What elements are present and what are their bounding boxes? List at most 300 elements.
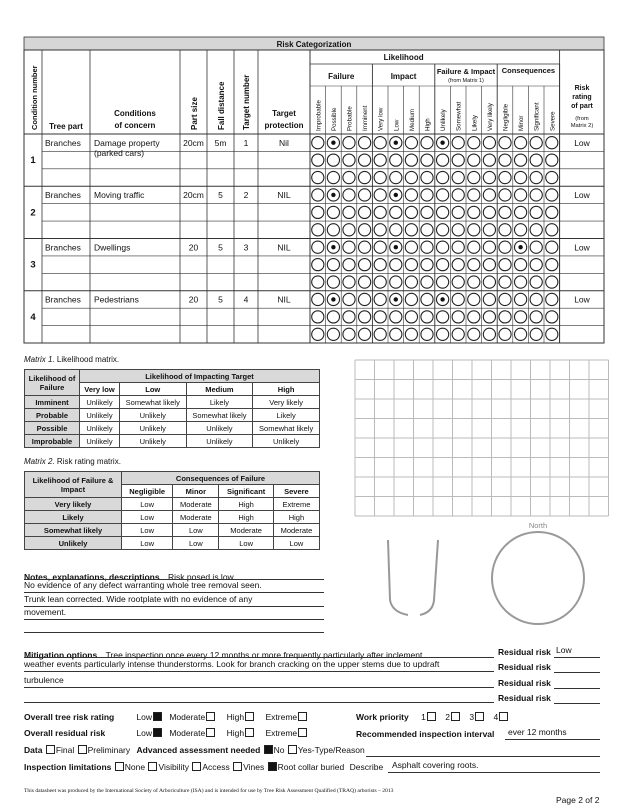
rating-option-circle[interactable] bbox=[343, 137, 355, 149]
rating-option-circle[interactable] bbox=[546, 189, 558, 201]
final-label: Final bbox=[55, 745, 75, 755]
rating-option-circle[interactable] bbox=[359, 137, 371, 149]
rating-option-circle[interactable] bbox=[327, 328, 339, 340]
rating-option-circle[interactable] bbox=[312, 171, 324, 183]
selected-dot bbox=[394, 193, 398, 197]
rating-option-circle[interactable] bbox=[390, 224, 402, 236]
checkbox-tree-low[interactable] bbox=[153, 712, 162, 721]
rating-option-circle[interactable] bbox=[452, 189, 464, 201]
table-title: Risk Categorization bbox=[276, 40, 352, 49]
selected-dot bbox=[394, 297, 398, 301]
rating-option-circle[interactable] bbox=[499, 259, 511, 271]
matrix1-cell: Unlikely bbox=[80, 435, 120, 448]
matrix2-col: Severe bbox=[273, 485, 319, 498]
rating-option-circle[interactable] bbox=[405, 224, 417, 236]
rating-option-circle[interactable] bbox=[499, 293, 511, 305]
checkbox-yes[interactable] bbox=[288, 745, 297, 754]
rating-option-circle[interactable] bbox=[312, 276, 324, 288]
tree-part-header: Tree part bbox=[49, 122, 83, 131]
rating-option-circle[interactable] bbox=[437, 276, 449, 288]
rating-option-circle[interactable] bbox=[468, 171, 480, 183]
rating-option-circle[interactable] bbox=[468, 293, 480, 305]
rating-option-circle[interactable] bbox=[421, 328, 433, 340]
checkbox-root-collar-buried[interactable] bbox=[268, 762, 277, 771]
rating-option-circle[interactable] bbox=[530, 241, 542, 253]
checkbox-tree-high[interactable] bbox=[245, 712, 254, 721]
checkbox-priority-3[interactable] bbox=[475, 712, 484, 721]
rating-option-circle[interactable] bbox=[546, 224, 558, 236]
rating-option-circle[interactable] bbox=[390, 276, 402, 288]
work-priority-row bbox=[356, 712, 509, 722]
rating-option-circle[interactable] bbox=[437, 241, 449, 253]
rating-option-circle[interactable] bbox=[359, 154, 371, 166]
checkbox-none[interactable] bbox=[115, 762, 124, 771]
selected-dot bbox=[394, 245, 398, 249]
priority-label: 2 bbox=[445, 712, 450, 722]
site-sketch-area bbox=[350, 350, 610, 630]
likelihood-matrix bbox=[24, 369, 320, 448]
rating-option-circle[interactable] bbox=[452, 311, 464, 323]
rating-option-circle[interactable] bbox=[515, 293, 527, 305]
subcolumn-label: Probable bbox=[346, 106, 354, 131]
rating-option-circle[interactable] bbox=[468, 328, 480, 340]
rating-option-circle[interactable] bbox=[452, 259, 464, 271]
rating-option-circle[interactable] bbox=[452, 224, 464, 236]
rating-option-circle[interactable] bbox=[546, 137, 558, 149]
rating-option-circle[interactable] bbox=[405, 276, 417, 288]
selected-dot bbox=[331, 141, 335, 145]
rating-option-circle[interactable] bbox=[327, 154, 339, 166]
subcolumn-label: Possible bbox=[330, 107, 338, 131]
rating-option-circle[interactable] bbox=[468, 189, 480, 201]
footer-note: This datasheet was produced by the International Society of Arboriculture (ISA) and is intended for use by Tree Risk Assessment Qualified (TRAQ) arborists – 2013 bbox=[24, 788, 394, 794]
rating-option-circle[interactable] bbox=[374, 311, 386, 323]
matrix2-cell: High bbox=[219, 511, 273, 524]
rating-option-circle[interactable] bbox=[483, 137, 495, 149]
matrix2-col: Negligible bbox=[122, 485, 173, 498]
rating-option-circle[interactable] bbox=[405, 328, 417, 340]
mitigation-line[interactable]: turbulence bbox=[24, 675, 64, 685]
rating-option-circle[interactable] bbox=[515, 137, 527, 149]
priority-label: 3 bbox=[469, 712, 475, 722]
matrix2-cell: Moderate bbox=[173, 511, 219, 524]
rating-option-circle[interactable] bbox=[405, 311, 417, 323]
subcolumn-label: Improbable bbox=[315, 100, 323, 131]
rating-option-circle[interactable] bbox=[390, 171, 402, 183]
checkbox-priority-4[interactable] bbox=[499, 712, 508, 721]
rating-option-circle[interactable] bbox=[343, 171, 355, 183]
notes-line[interactable]: movement. bbox=[24, 607, 67, 617]
limit-label: None bbox=[124, 762, 146, 772]
checkbox-priority-2[interactable] bbox=[451, 712, 460, 721]
checkbox-final[interactable] bbox=[46, 745, 55, 754]
matrix1-cell: Somewhat likely bbox=[119, 396, 186, 409]
rating-option-circle[interactable] bbox=[483, 276, 495, 288]
checkbox-residual-low[interactable] bbox=[153, 728, 162, 737]
rating-option-circle[interactable] bbox=[452, 328, 464, 340]
checkbox-residual-extreme[interactable] bbox=[298, 728, 307, 737]
north-label: North bbox=[528, 521, 548, 530]
rating-option-circle[interactable] bbox=[359, 328, 371, 340]
rating-option-circle[interactable] bbox=[374, 224, 386, 236]
matrix1-corner: Likelihood of Failure bbox=[25, 370, 80, 396]
rating-option-circle[interactable] bbox=[546, 171, 558, 183]
rating-option-circle[interactable] bbox=[359, 276, 371, 288]
rating-option-circle[interactable] bbox=[359, 171, 371, 183]
target-number-header: Target number bbox=[242, 74, 251, 130]
rating-option-circle[interactable] bbox=[343, 328, 355, 340]
rating-option-circle[interactable] bbox=[483, 241, 495, 253]
condition-number: 3 bbox=[30, 259, 36, 271]
rating-option-circle[interactable] bbox=[343, 259, 355, 271]
rating-option-circle[interactable] bbox=[546, 276, 558, 288]
subcolumn-label: Low bbox=[393, 119, 401, 131]
rating-option-circle[interactable] bbox=[343, 189, 355, 201]
rating-option-circle[interactable] bbox=[483, 154, 495, 166]
rating-option-circle[interactable] bbox=[359, 189, 371, 201]
condition-value: (parked cars) bbox=[94, 147, 145, 158]
rating-option-circle[interactable] bbox=[515, 171, 527, 183]
rating-option-circle[interactable] bbox=[312, 224, 324, 236]
matrix2-cell: Moderate bbox=[219, 524, 273, 537]
rating-option-circle[interactable] bbox=[343, 293, 355, 305]
limit-label: Access bbox=[202, 762, 230, 772]
rating-option-circle[interactable] bbox=[515, 311, 527, 323]
rating-option-circle[interactable] bbox=[546, 259, 558, 271]
matrix1-cell: Unlikely bbox=[119, 422, 186, 435]
rating-option-circle[interactable] bbox=[343, 154, 355, 166]
rating-option-circle[interactable] bbox=[515, 328, 527, 340]
matrix2-row-label: Likely bbox=[25, 511, 122, 524]
rating-option-circle[interactable] bbox=[468, 224, 480, 236]
rating-option-circle[interactable] bbox=[483, 206, 495, 218]
rating-option-circle[interactable] bbox=[515, 189, 527, 201]
residual-risk-value[interactable]: Low bbox=[556, 645, 572, 655]
selected-dot bbox=[331, 193, 335, 197]
consequences-header: Consequences bbox=[501, 66, 556, 75]
rating-option-circle[interactable] bbox=[390, 259, 402, 271]
rating-option-circle[interactable] bbox=[437, 189, 449, 201]
rating-option-circle[interactable] bbox=[499, 241, 511, 253]
rating-option-circle[interactable] bbox=[515, 259, 527, 271]
overall-residual-risk-row bbox=[24, 728, 308, 738]
rating-option-circle[interactable] bbox=[530, 224, 542, 236]
level-label: Low bbox=[136, 712, 152, 722]
rating-option-circle[interactable] bbox=[374, 276, 386, 288]
rating-option-circle[interactable] bbox=[343, 224, 355, 236]
rating-option-circle[interactable] bbox=[421, 259, 433, 271]
rating-option-circle[interactable] bbox=[452, 206, 464, 218]
rating-option-circle[interactable] bbox=[437, 311, 449, 323]
rating-option-circle[interactable] bbox=[421, 224, 433, 236]
rating-option-circle[interactable] bbox=[483, 224, 495, 236]
matrix1-cell: Unlikely bbox=[80, 422, 120, 435]
matrix2-cell: Low bbox=[122, 524, 173, 537]
rating-option-circle[interactable] bbox=[405, 259, 417, 271]
checkbox-residual-moderate[interactable] bbox=[206, 728, 215, 737]
rating-option-circle[interactable] bbox=[452, 171, 464, 183]
condition-number-header: Condition number bbox=[30, 65, 39, 130]
rating-option-circle[interactable] bbox=[483, 311, 495, 323]
rating-option-circle[interactable] bbox=[468, 311, 480, 323]
rating-option-circle[interactable] bbox=[405, 137, 417, 149]
fall-distance-value: 5 bbox=[218, 294, 223, 305]
notes-line[interactable]: Risk posed is low. bbox=[168, 572, 236, 582]
rating-option-circle[interactable] bbox=[312, 241, 324, 253]
rating-option-circle[interactable] bbox=[499, 154, 511, 166]
rating-option-circle[interactable] bbox=[312, 293, 324, 305]
rating-option-circle[interactable] bbox=[390, 154, 402, 166]
residual-risk-label: Residual risk bbox=[498, 693, 551, 703]
rating-option-circle[interactable] bbox=[359, 311, 371, 323]
rating-option-circle[interactable] bbox=[374, 137, 386, 149]
tree-part-value: Branches bbox=[45, 242, 81, 253]
matrix2-cell: Low bbox=[122, 511, 173, 524]
rating-option-circle[interactable] bbox=[359, 241, 371, 253]
rating-option-circle[interactable] bbox=[374, 328, 386, 340]
rating-option-circle[interactable] bbox=[468, 154, 480, 166]
rating-option-circle[interactable] bbox=[499, 311, 511, 323]
notes-line[interactable]: Trunk lean corrected. Wide rootplate with no evidence of any bbox=[24, 594, 253, 604]
rating-option-circle[interactable] bbox=[421, 189, 433, 201]
rating-option-circle[interactable] bbox=[515, 206, 527, 218]
yes-label: Yes-Type/Reason bbox=[297, 745, 365, 755]
subcolumn-label: Unlikely bbox=[440, 109, 448, 131]
checkbox-preliminary[interactable] bbox=[78, 745, 87, 754]
rating-option-circle[interactable] bbox=[468, 137, 480, 149]
rating-option-circle[interactable] bbox=[546, 206, 558, 218]
subcolumn-label: Negligible bbox=[502, 103, 510, 131]
rating-option-circle[interactable] bbox=[405, 241, 417, 253]
rating-option-circle[interactable] bbox=[327, 206, 339, 218]
rating-option-circle[interactable] bbox=[312, 259, 324, 271]
mitigation-line[interactable]: weather events particularly intense thunderstorms. Look for branch cracking on the upper stems due to updraft bbox=[24, 659, 440, 669]
rating-option-circle[interactable] bbox=[343, 241, 355, 253]
rating-option-circle[interactable] bbox=[374, 171, 386, 183]
rating-option-circle[interactable] bbox=[483, 328, 495, 340]
rating-option-circle[interactable] bbox=[515, 154, 527, 166]
subcolumn-label: Very likely bbox=[486, 103, 494, 131]
rating-option-circle[interactable] bbox=[452, 241, 464, 253]
rating-option-circle[interactable] bbox=[483, 293, 495, 305]
matrix1-col: Very low bbox=[80, 383, 120, 396]
limit-label: Vines bbox=[243, 762, 265, 772]
rating-option-circle[interactable] bbox=[452, 276, 464, 288]
rating-option-circle[interactable] bbox=[437, 206, 449, 218]
rating-option-circle[interactable] bbox=[343, 276, 355, 288]
rating-option-circle[interactable] bbox=[374, 241, 386, 253]
rating-option-circle[interactable] bbox=[405, 293, 417, 305]
rating-option-circle[interactable] bbox=[530, 311, 542, 323]
rating-option-circle[interactable] bbox=[421, 276, 433, 288]
checkbox-tree-extreme[interactable] bbox=[298, 712, 307, 721]
matrix2-cell: High bbox=[219, 498, 273, 511]
checkbox-vines[interactable] bbox=[233, 762, 242, 771]
matrix1-cell: Somewhat likely bbox=[186, 409, 253, 422]
rating-option-circle[interactable] bbox=[483, 171, 495, 183]
rating-option-circle[interactable] bbox=[530, 206, 542, 218]
page-number: Page 2 of 2 bbox=[556, 795, 600, 805]
likelihood-header: Likelihood bbox=[383, 53, 424, 62]
rating-option-circle[interactable] bbox=[405, 206, 417, 218]
describe-label: Describe bbox=[349, 762, 384, 772]
rating-option-circle[interactable] bbox=[483, 259, 495, 271]
rating-option-circle[interactable] bbox=[530, 259, 542, 271]
rating-option-circle[interactable] bbox=[327, 224, 339, 236]
matrix2-cell: Low bbox=[122, 498, 173, 511]
rating-option-circle[interactable] bbox=[312, 189, 324, 201]
inspection-interval-value[interactable]: ever 12 months bbox=[508, 727, 567, 737]
checkbox-access[interactable] bbox=[192, 762, 201, 771]
matrix2-caption: Matrix 2. Risk rating matrix. bbox=[24, 457, 121, 466]
rating-option-circle[interactable] bbox=[468, 206, 480, 218]
rating-option-circle[interactable] bbox=[452, 154, 464, 166]
level-label: High bbox=[226, 712, 245, 722]
target-number-value: 1 bbox=[243, 137, 249, 148]
rating-option-circle[interactable] bbox=[421, 293, 433, 305]
rating-option-circle[interactable] bbox=[312, 206, 324, 218]
target-protection-value: NIL bbox=[277, 242, 291, 253]
rating-option-circle[interactable] bbox=[483, 189, 495, 201]
rating-option-circle[interactable] bbox=[421, 171, 433, 183]
rating-option-circle[interactable] bbox=[499, 328, 511, 340]
rating-option-circle[interactable] bbox=[405, 154, 417, 166]
rating-option-circle[interactable] bbox=[359, 224, 371, 236]
rating-option-circle[interactable] bbox=[499, 171, 511, 183]
rating-option-circle[interactable] bbox=[421, 241, 433, 253]
checkbox-visibility[interactable] bbox=[148, 762, 157, 771]
rating-option-circle[interactable] bbox=[515, 224, 527, 236]
rating-option-circle[interactable] bbox=[359, 293, 371, 305]
rating-option-circle[interactable] bbox=[390, 328, 402, 340]
checkbox-no[interactable] bbox=[264, 745, 273, 754]
rating-option-circle[interactable] bbox=[546, 328, 558, 340]
rating-option-circle[interactable] bbox=[499, 276, 511, 288]
part-size-value: 20 bbox=[188, 294, 199, 305]
rating-option-circle[interactable] bbox=[421, 311, 433, 323]
rating-option-circle[interactable] bbox=[437, 259, 449, 271]
matrix2-cell: Moderate bbox=[173, 498, 219, 511]
rating-option-circle[interactable] bbox=[515, 276, 527, 288]
rating-option-circle[interactable] bbox=[421, 206, 433, 218]
rating-option-circle[interactable] bbox=[374, 189, 386, 201]
rating-option-circle[interactable] bbox=[327, 311, 339, 323]
north-compass-circle bbox=[492, 532, 584, 624]
rating-option-circle[interactable] bbox=[546, 154, 558, 166]
limit-label: Visibility bbox=[158, 762, 189, 772]
rating-option-circle[interactable] bbox=[421, 154, 433, 166]
rating-option-circle[interactable] bbox=[468, 241, 480, 253]
part-size-value: 20cm bbox=[183, 190, 204, 201]
rating-option-circle[interactable] bbox=[530, 154, 542, 166]
rating-option-circle[interactable] bbox=[327, 259, 339, 271]
rating-option-circle[interactable] bbox=[437, 154, 449, 166]
matrix1-cell: Somewhat likely bbox=[253, 422, 320, 435]
failure-impact-header: Failure & Impact bbox=[436, 67, 496, 76]
rating-option-circle[interactable] bbox=[312, 154, 324, 166]
rating-option-circle[interactable] bbox=[312, 311, 324, 323]
rating-option-circle[interactable] bbox=[312, 137, 324, 149]
rating-option-circle[interactable] bbox=[499, 189, 511, 201]
checkbox-priority-1[interactable] bbox=[427, 712, 436, 721]
checkbox-tree-moderate[interactable] bbox=[206, 712, 215, 721]
rating-option-circle[interactable] bbox=[530, 328, 542, 340]
rating-option-circle[interactable] bbox=[374, 154, 386, 166]
rating-option-circle[interactable] bbox=[468, 259, 480, 271]
rating-option-circle[interactable] bbox=[343, 311, 355, 323]
selected-dot bbox=[440, 297, 444, 301]
inspection-limitations-row bbox=[24, 762, 383, 772]
rating-option-circle[interactable] bbox=[437, 328, 449, 340]
checkbox-residual-high[interactable] bbox=[245, 728, 254, 737]
matrix1-cell: Unlikely bbox=[186, 435, 253, 448]
rating-option-circle[interactable] bbox=[405, 171, 417, 183]
rating-option-circle[interactable] bbox=[390, 311, 402, 323]
advanced-assessment-label: Advanced assessment needed bbox=[136, 745, 261, 755]
rating-option-circle[interactable] bbox=[499, 224, 511, 236]
subcolumn-label: High bbox=[424, 118, 432, 131]
part-size-value: 20cm bbox=[183, 137, 204, 148]
matrix2-cell: Low bbox=[273, 537, 319, 550]
rating-option-circle[interactable] bbox=[437, 224, 449, 236]
level-label: High bbox=[226, 728, 245, 738]
risk-rating-matrix bbox=[24, 471, 320, 550]
level-label: Extreme bbox=[265, 728, 298, 738]
rating-option-circle[interactable] bbox=[421, 137, 433, 149]
sketch-grid[interactable] bbox=[355, 360, 609, 516]
rating-option-circle[interactable] bbox=[452, 137, 464, 149]
rating-option-circle[interactable] bbox=[530, 137, 542, 149]
rating-option-circle[interactable] bbox=[374, 206, 386, 218]
rating-option-circle[interactable] bbox=[327, 276, 339, 288]
rating-option-circle[interactable] bbox=[327, 171, 339, 183]
rating-option-circle[interactable] bbox=[437, 171, 449, 183]
mitigation-line[interactable]: Tree inspection once every 12 months or more frequently particularly after inclement bbox=[105, 650, 423, 660]
preliminary-label: Preliminary bbox=[87, 745, 131, 755]
rating-option-circle[interactable] bbox=[374, 293, 386, 305]
impact-header: Impact bbox=[390, 72, 417, 81]
rating-option-circle[interactable] bbox=[359, 206, 371, 218]
rating-option-circle[interactable] bbox=[546, 293, 558, 305]
rating-option-circle[interactable] bbox=[499, 206, 511, 218]
matrix2-col: Minor bbox=[173, 485, 219, 498]
rating-option-circle[interactable] bbox=[343, 206, 355, 218]
rating-option-circle[interactable] bbox=[546, 241, 558, 253]
condition-number: 4 bbox=[30, 311, 36, 323]
rating-option-circle[interactable] bbox=[312, 328, 324, 340]
subcolumn-label: Somewhat bbox=[455, 101, 463, 131]
risk-rating-header: Risk rating of part bbox=[571, 85, 593, 110]
rating-option-circle[interactable] bbox=[405, 189, 417, 201]
rating-option-circle[interactable] bbox=[530, 189, 542, 201]
rating-option-circle[interactable] bbox=[359, 259, 371, 271]
rating-option-circle[interactable] bbox=[530, 293, 542, 305]
limitations-description[interactable]: Asphalt covering roots. bbox=[392, 760, 479, 770]
notes-line[interactable]: No evidence of any defect warranting whole tree removal seen. bbox=[24, 580, 262, 590]
matrix1-row-label: Possible bbox=[25, 422, 80, 435]
rating-option-circle[interactable] bbox=[468, 276, 480, 288]
rating-option-circle[interactable] bbox=[452, 293, 464, 305]
rating-option-circle[interactable] bbox=[546, 311, 558, 323]
rating-option-circle[interactable] bbox=[530, 276, 542, 288]
matrix1-row-label: Probable bbox=[25, 409, 80, 422]
rating-option-circle[interactable] bbox=[530, 171, 542, 183]
overall-residual-risk-label: Overall residual risk bbox=[24, 728, 106, 738]
rating-option-circle[interactable] bbox=[374, 259, 386, 271]
matrix1-cell: Unlikely bbox=[80, 396, 120, 409]
rating-option-circle[interactable] bbox=[390, 206, 402, 218]
rating-option-circle[interactable] bbox=[499, 137, 511, 149]
